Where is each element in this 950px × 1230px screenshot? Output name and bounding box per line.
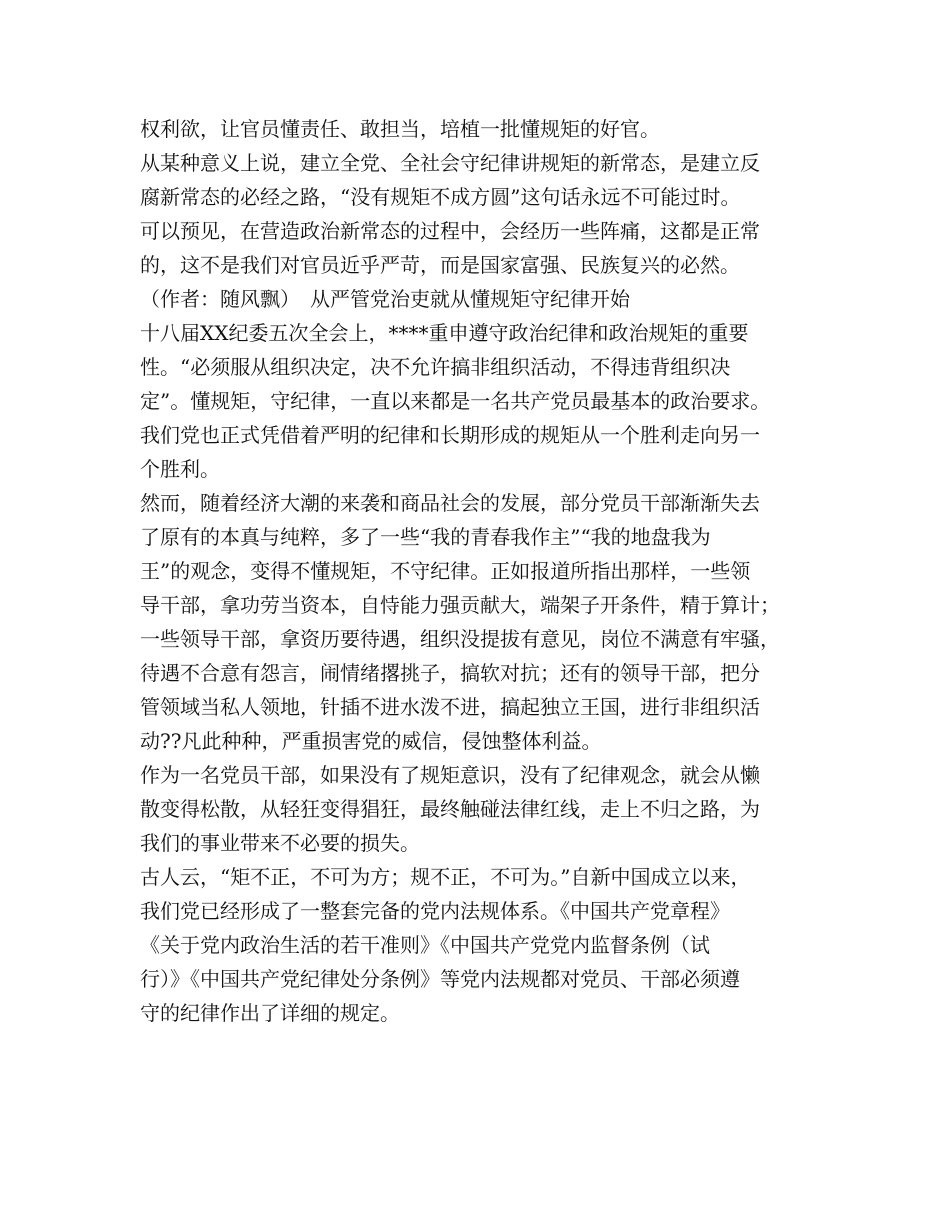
text-line: 我们党已经形成了一整套完备的党内法规体系。《中国共产党章程》 [140,899,730,923]
text-line: 定”。懂规矩，守纪律，一直以来都是一名共产党员最基本的政治要求。 [140,389,771,413]
text-line: 作为一名党员干部，如果没有了规矩意识，没有了纪律观念，就会从懒 [140,763,760,787]
text-line: 权利欲，让官员懂责任、敢担当，培植一批懂规矩的好官。 [140,117,660,141]
text-line: 腐新常态的必经之路，“没有规矩不成方圆”这句话永远不可能过时。 [140,185,741,209]
text-line: 行）》《中国共产党纪律处分条例》等党内法规都对党员、干部必须遵 [140,967,740,991]
text-line: 待遇不合意有怨言，闹情绪撂挑子，搞软对抗；还有的领导干部，把分 [140,661,760,685]
text-line: 从某种意义上说，建立全党、全社会守纪律讲规矩的新常态，是建立反 [140,151,760,175]
document-body [140,112,840,1030]
text-line: 导干部，拿功劳当资本，自恃能力强贡献大，端架子开条件，精于算计； [140,593,780,617]
text-line: 王”的观念，变得不懂规矩，不守纪律。正如报道所指出那样，一些领 [140,559,751,583]
text-line: 我们党也正式凭借着严明的纪律和长期形成的规矩从一个胜利走向另一 [140,423,760,447]
text-line: 性。“必须服从组织决定，决不允许搞非组织活动，不得违背组织决 [140,355,731,379]
text-line: 十八届XX纪委五次全会上，****重申遵守政治纪律和政治规矩的重要 [140,321,749,345]
text-line: 散变得松散，从轻狂变得猖狂，最终触碰法律红线，走上不归之路，为 [140,797,760,821]
text-line: 可以预见，在营造政治新常态的过程中，会经历一些阵痛，这都是正常 [140,219,760,243]
text-line: 古人云，“矩不正，不可为方；规不正，不可为。”自新中国成立以来， [140,865,751,889]
text-line: 动??凡此种种，严重损害党的威信，侵蚀整体利益。 [140,729,602,753]
text-line: 然而，随着经济大潮的来袭和商品社会的发展，部分党员干部渐渐失去 [140,491,760,515]
text-line: 了原有的本真与纯粹，多了一些“我的青春我作主”“我的地盘我为 [140,525,711,549]
text-line: 一些领导干部，拿资历要待遇，组织没提拔有意见，岗位不满意有牢骚， [140,627,780,651]
text-line: 守的纪律作出了详细的规定。 [140,1001,400,1025]
text-line: 的，这不是我们对官员近乎严苛，而是国家富强、民族复兴的必然。 [140,253,740,277]
text-line: 个胜利。 [140,457,220,481]
text-line: （作者：随风飘） 从严管党治吏就从懂规矩守纪律开始 [140,287,630,311]
text-line: 我们的事业带来不必要的损失。 [140,831,420,855]
text-line: 管领域当私人领地，针插不进水泼不进，搞起独立王国，进行非组织活 [140,695,760,719]
text-line: 《关于党内政治生活的若干准则》《中国共产党党内监督条例（试 [140,933,710,957]
